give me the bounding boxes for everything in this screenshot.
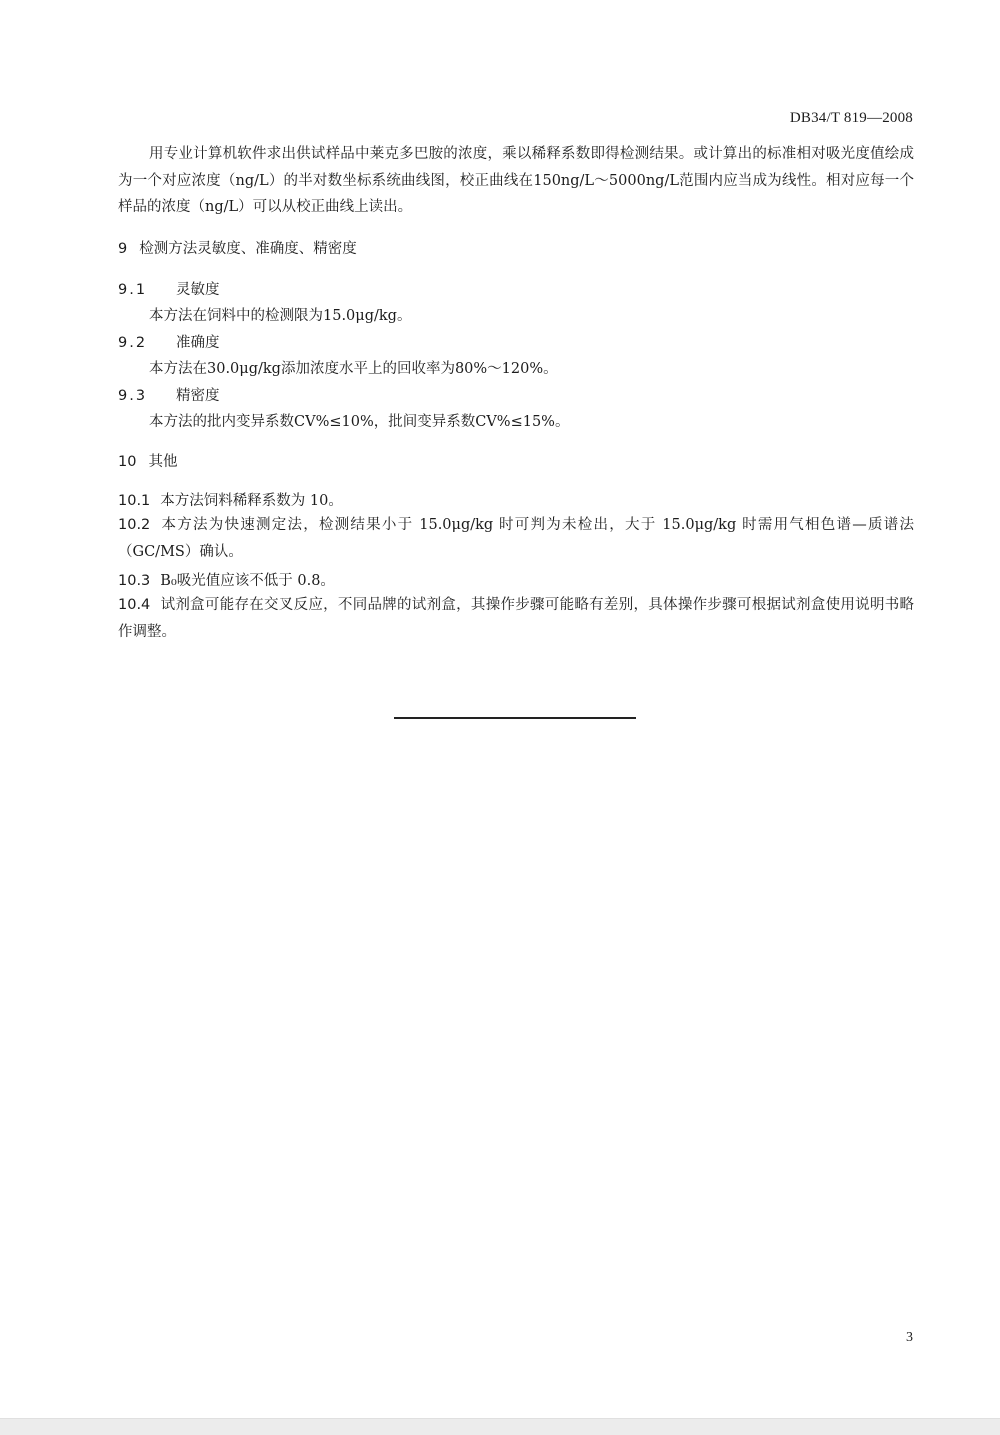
section-10-title: 其他 xyxy=(148,454,178,470)
item-10-1 xyxy=(118,489,914,510)
subsection-9-1-number: 9.1 xyxy=(118,282,148,298)
end-of-document-rule xyxy=(394,717,636,719)
section-10-number: 10 xyxy=(118,454,137,470)
section-9-title: 检测方法灵敏度、准确度、精密度 xyxy=(139,241,357,257)
subsection-9-2-number: 9.2 xyxy=(118,335,148,351)
item-10-4-number: 10.4 xyxy=(118,597,151,613)
item-10-3-number: 10.3 xyxy=(118,573,151,589)
item-10-3-text: B₀吸光值应该不低于 0.8。 xyxy=(160,573,335,589)
item-10-3 xyxy=(118,569,914,590)
subsection-9-2-heading xyxy=(118,331,914,352)
subsection-9-3-heading xyxy=(118,384,914,405)
item-10-2-text: 本方法为快速测定法，检测结果小于 15.0μg/kg 时可判为未检出，大于 15.0μg/kg 时需用气相色谱—质谱法（GC/MS）确认。 xyxy=(118,517,914,560)
item-10-4-text: 试剂盒可能存在交叉反应，不同品牌的试剂盒，其操作步骤可能略有差别，具体操作步骤可根据试剂盒使用说明书略作调整。 xyxy=(118,597,914,640)
subsection-9-3-title: 精密度 xyxy=(176,388,220,404)
page-number: 3 xyxy=(906,1330,913,1345)
section-9-heading xyxy=(118,237,914,258)
subsection-9-1-text: 本方法在饲料中的检测限为15.0μg/kg。 xyxy=(149,308,412,324)
section-10-heading xyxy=(118,450,914,471)
subsection-9-1-title: 灵敏度 xyxy=(176,282,220,298)
item-10-4 xyxy=(118,592,914,645)
item-10-1-number: 10.1 xyxy=(118,493,151,509)
standard-number: DB34/T 819—2008 xyxy=(789,110,913,126)
section-9-number: 9 xyxy=(118,241,128,257)
subsection-9-3-text: 本方法的批内变异系数CV%≤10%，批间变异系数CV%≤15%。 xyxy=(149,414,570,430)
item-10-2 xyxy=(118,512,914,565)
subsection-9-2-title: 准确度 xyxy=(176,335,220,351)
item-10-1-text: 本方法饲料稀释系数为 10。 xyxy=(160,493,343,509)
item-10-2-number: 10.2 xyxy=(118,517,151,533)
viewer-bottom-strip xyxy=(0,1418,1000,1435)
intro-paragraph: 用专业计算机软件求出供试样品中莱克多巴胺的浓度，乘以稀释系数即得检测结果。或计算出的标准相对吸光度值绘成为一个对应浓度（ng/L）的半对数坐标系统曲线图，校正曲线在150ng/L～5000ng/L范围内应当成为线性。相对应每一个样品的浓度（ng/L）可以从校正曲线上读出。 xyxy=(118,146,914,215)
subsection-9-1-heading xyxy=(118,278,914,299)
subsection-9-2-text: 本方法在30.0μg/kg添加浓度水平上的回收率为80%～120%。 xyxy=(149,361,558,377)
subsection-9-3-number: 9.3 xyxy=(118,388,148,404)
